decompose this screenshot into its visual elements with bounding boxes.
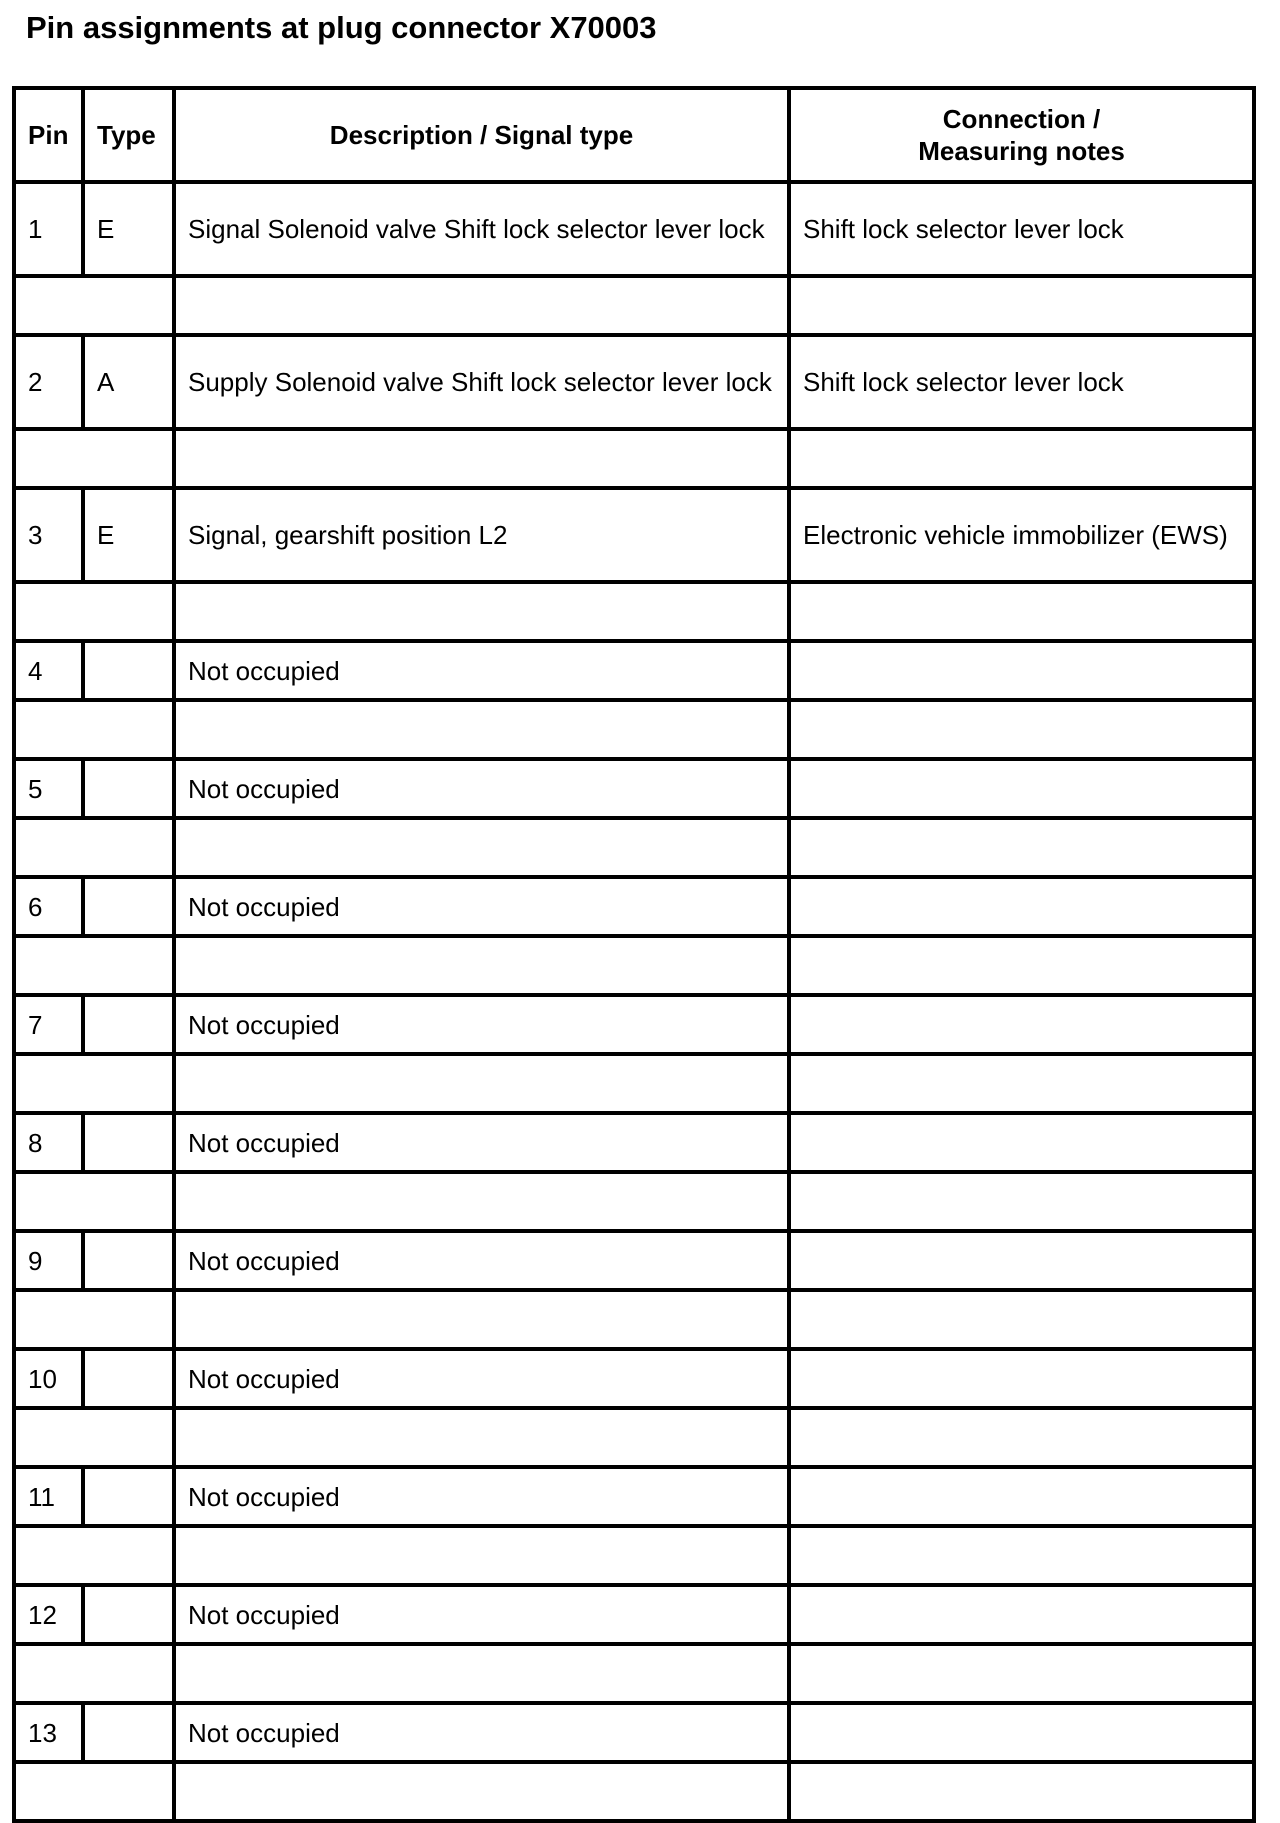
spacer-cell-pin-type <box>14 1526 174 1585</box>
type-cell <box>83 1585 174 1644</box>
spacer-cell-description <box>174 1644 789 1703</box>
type-cell: E <box>83 182 174 276</box>
type-cell: E <box>83 488 174 582</box>
spacer-row <box>14 1526 1254 1585</box>
spacer-cell-connection <box>789 1644 1254 1703</box>
spacer-cell-connection <box>789 1762 1254 1821</box>
pin-cell: 3 <box>14 488 83 582</box>
description-cell: Not occupied <box>174 759 789 818</box>
header-type: Type <box>83 88 174 182</box>
spacer-cell-connection <box>789 582 1254 641</box>
description-cell: Not occupied <box>174 1113 789 1172</box>
table-row <box>14 1703 1254 1762</box>
table-row <box>14 182 1254 276</box>
spacer-cell-description <box>174 1172 789 1231</box>
spacer-row <box>14 1408 1254 1467</box>
header-description: Description / Signal type <box>174 88 789 182</box>
description-cell: Not occupied <box>174 1703 789 1762</box>
table-row <box>14 877 1254 936</box>
spacer-cell-connection <box>789 1290 1254 1349</box>
pin-cell: 6 <box>14 877 83 936</box>
spacer-row <box>14 936 1254 995</box>
spacer-cell-description <box>174 582 789 641</box>
table-row <box>14 759 1254 818</box>
type-cell <box>83 1467 174 1526</box>
spacer-row <box>14 700 1254 759</box>
spacer-cell-description <box>174 1408 789 1467</box>
description-cell: Not occupied <box>174 641 789 700</box>
spacer-cell-pin-type <box>14 1644 174 1703</box>
connection-cell <box>789 1703 1254 1762</box>
table-row <box>14 335 1254 429</box>
table-row <box>14 1585 1254 1644</box>
spacer-cell-connection <box>789 936 1254 995</box>
spacer-cell-description <box>174 1526 789 1585</box>
spacer-cell-connection <box>789 276 1254 335</box>
spacer-cell-description <box>174 276 789 335</box>
description-cell: Not occupied <box>174 1349 789 1408</box>
spacer-row <box>14 276 1254 335</box>
header-connection-line2: Measuring notes <box>918 136 1125 166</box>
spacer-row <box>14 1762 1254 1821</box>
spacer-row <box>14 429 1254 488</box>
connection-cell: Shift lock selector lever lock <box>789 182 1254 276</box>
pin-cell: 10 <box>14 1349 83 1408</box>
header-connection <box>789 88 1254 182</box>
spacer-cell-connection <box>789 700 1254 759</box>
connection-cell <box>789 995 1254 1054</box>
description-cell: Not occupied <box>174 1231 789 1290</box>
table-body <box>14 182 1254 1821</box>
pin-cell: 7 <box>14 995 83 1054</box>
spacer-cell-pin-type <box>14 936 174 995</box>
connection-cell <box>789 1585 1254 1644</box>
type-cell <box>83 1231 174 1290</box>
pin-cell: 2 <box>14 335 83 429</box>
connection-cell: Shift lock selector lever lock <box>789 335 1254 429</box>
pin-cell: 8 <box>14 1113 83 1172</box>
spacer-cell-description <box>174 936 789 995</box>
connection-cell <box>789 1113 1254 1172</box>
table-row <box>14 641 1254 700</box>
spacer-cell-connection <box>789 1172 1254 1231</box>
pin-assignment-table <box>12 86 1256 1823</box>
spacer-row <box>14 1290 1254 1349</box>
spacer-cell-connection <box>789 1526 1254 1585</box>
table-row <box>14 1231 1254 1290</box>
header-pin: Pin <box>14 88 83 182</box>
type-cell <box>83 1113 174 1172</box>
connection-cell <box>789 1349 1254 1408</box>
type-cell <box>83 1703 174 1762</box>
spacer-cell-pin-type <box>14 1172 174 1231</box>
spacer-cell-pin-type <box>14 429 174 488</box>
pin-cell: 5 <box>14 759 83 818</box>
spacer-cell-pin-type <box>14 1408 174 1467</box>
spacer-row <box>14 582 1254 641</box>
spacer-cell-description <box>174 1054 789 1113</box>
spacer-cell-pin-type <box>14 582 174 641</box>
header-row <box>14 88 1254 182</box>
connection-cell <box>789 1231 1254 1290</box>
spacer-cell-description <box>174 700 789 759</box>
spacer-cell-pin-type <box>14 700 174 759</box>
spacer-cell-connection <box>789 818 1254 877</box>
connection-cell <box>789 641 1254 700</box>
description-cell: Signal Solenoid valve Shift lock selector lever lock <box>174 182 789 276</box>
description-cell: Not occupied <box>174 995 789 1054</box>
pin-cell: 11 <box>14 1467 83 1526</box>
spacer-cell-pin-type <box>14 1762 174 1821</box>
spacer-cell-pin-type <box>14 276 174 335</box>
description-cell: Signal, gearshift position L2 <box>174 488 789 582</box>
type-cell <box>83 641 174 700</box>
spacer-cell-pin-type <box>14 1054 174 1113</box>
type-cell <box>83 995 174 1054</box>
pin-cell: 13 <box>14 1703 83 1762</box>
spacer-cell-pin-type <box>14 818 174 877</box>
table-row <box>14 1349 1254 1408</box>
spacer-cell-description <box>174 818 789 877</box>
header-connection-line1: Connection / <box>942 104 1101 134</box>
spacer-cell-description <box>174 1762 789 1821</box>
pin-cell: 9 <box>14 1231 83 1290</box>
type-cell <box>83 759 174 818</box>
spacer-row <box>14 1644 1254 1703</box>
spacer-cell-connection <box>789 1054 1254 1113</box>
spacer-cell-description <box>174 1290 789 1349</box>
table-row <box>14 1113 1254 1172</box>
table-row <box>14 1467 1254 1526</box>
connection-cell <box>789 877 1254 936</box>
spacer-cell-connection <box>789 429 1254 488</box>
table-row <box>14 488 1254 582</box>
pin-cell: 1 <box>14 182 83 276</box>
connection-cell <box>789 1467 1254 1526</box>
spacer-cell-pin-type <box>14 1290 174 1349</box>
spacer-row <box>14 1172 1254 1231</box>
description-cell: Not occupied <box>174 877 789 936</box>
spacer-row <box>14 1054 1254 1113</box>
type-cell <box>83 877 174 936</box>
type-cell: A <box>83 335 174 429</box>
description-cell: Not occupied <box>174 1467 789 1526</box>
spacer-row <box>14 818 1254 877</box>
description-cell: Supply Solenoid valve Shift lock selector lever lock <box>174 335 789 429</box>
connection-cell: Electronic vehicle immobilizer (EWS) <box>789 488 1254 582</box>
page-title: Pin assignments at plug connector X70003 <box>26 10 657 45</box>
table-row <box>14 995 1254 1054</box>
type-cell <box>83 1349 174 1408</box>
spacer-cell-connection <box>789 1408 1254 1467</box>
pin-cell: 12 <box>14 1585 83 1644</box>
pin-cell: 4 <box>14 641 83 700</box>
spacer-cell-description <box>174 429 789 488</box>
description-cell: Not occupied <box>174 1585 789 1644</box>
connection-cell <box>789 759 1254 818</box>
